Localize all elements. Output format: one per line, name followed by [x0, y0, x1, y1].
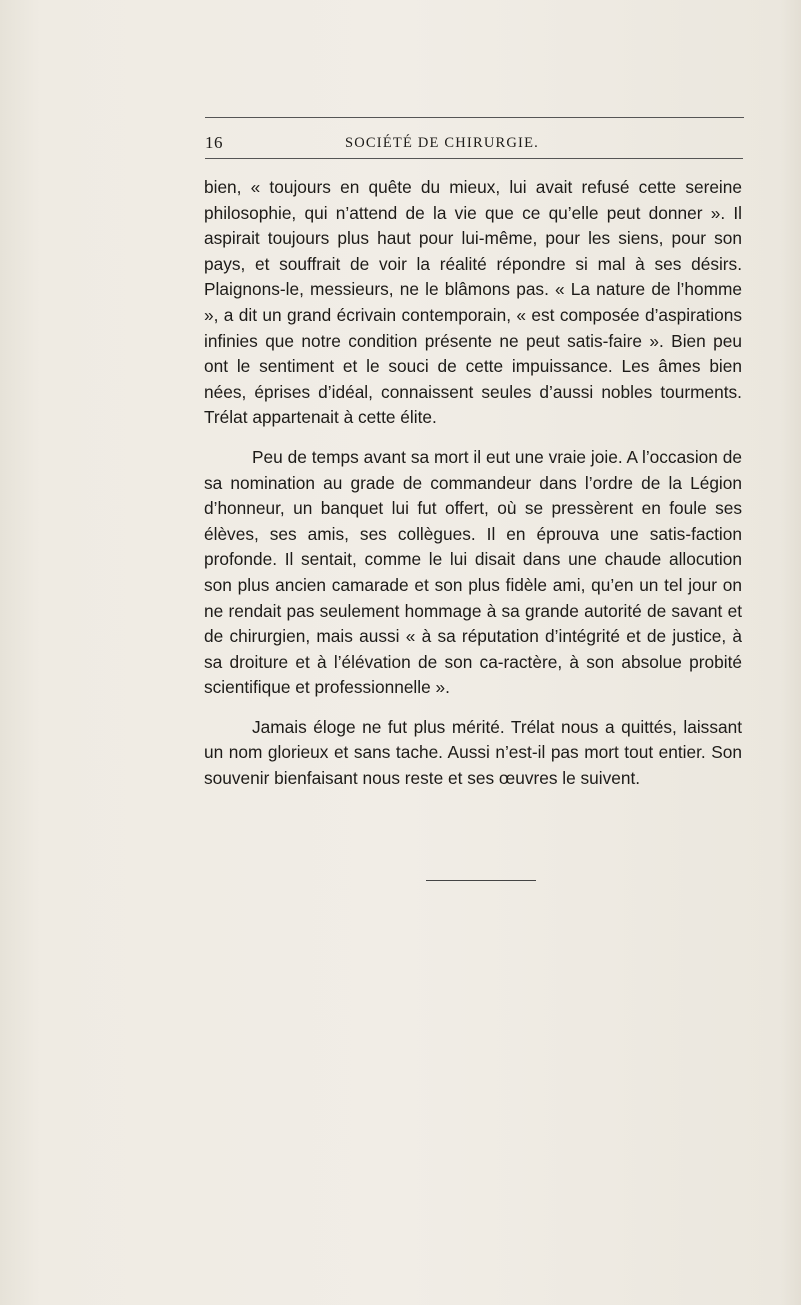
- paragraph: Peu de temps avant sa mort il eut une vraie joie. A l’occasion de sa nomination au grade de commandeur dans l’ordre de la Légion d’honneur, un banquet lui fut offert, où se pressèrent en foule ses élèves, ses amis, ses collègues. Il en éprouva une satis-faction profonde. Il sentait, comme le lui disait dans une chaude allocution son plus ancien camarade et son plus fidèle ami, qu’en un tel jour on ne rendait pas seulement hommage à sa grande autorité de savant et de chirurgien, mais aussi « à sa réputation d’intégrité et de justice, à sa droiture et à l’élévation de son ca-ractère, à son absolue probité scientifique et professionnelle ».: [204, 446, 742, 698]
- body-text: [204, 175, 742, 792]
- header-rule: [205, 158, 743, 159]
- paragraph: Jamais éloge ne fut plus mérité. Trélat nous a quittés, laissant un nom glorieux et sans tache. Aussi n’est-il pas mort tout entier. Son souvenir bienfaisant nous reste et ses œuvres le suivent.: [204, 716, 742, 789]
- top-rule: [205, 117, 744, 118]
- paragraph-continued: bien, « toujours en quête du mieux, lui avait refusé cette sereine philosophie, qui n’attend de la vie que ce qu’elle peut donner ». Il aspirait toujours plus haut pour lui-même, pour les siens, pour son pays, et souffrait de voir la réalité répondre si mal à ses désirs. Plaignons-le, messieurs, ne le blâmons pas. « La nature de l’homme », a dit un grand écrivain contemporain, « est composée d’aspirations infinies que notre condition présente ne peut satis-faire ». Bien peu ont le sentiment et le souci de cette impuissance. Les âmes bien nées, éprises d’idéal, connaissent seules d’aussi nobles tourments. Trélat appartenait à cette élite.: [204, 177, 742, 428]
- page-number: 16: [205, 133, 223, 152]
- running-title: SOCIÉTÉ DE CHIRURGIE.: [345, 135, 539, 151]
- end-rule: [426, 880, 536, 881]
